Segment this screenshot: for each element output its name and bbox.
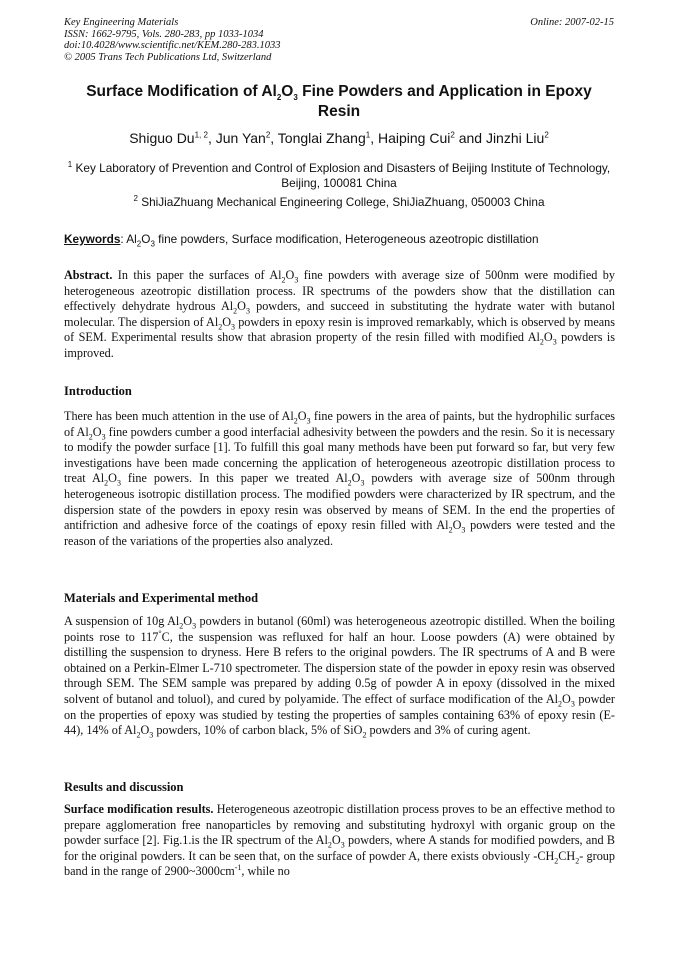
heading-results: Results and discussion	[64, 780, 184, 794]
affiliation-1: $^1$ Key Laboratory of Prevention and Control of Explosion and Disasters of Beijing Institute of Technology, Beijing, 100081 China	[67, 160, 611, 190]
heading-materials: Materials and Experimental method	[64, 591, 259, 605]
doi-line: doi:10.4028/www.scientific.net/KEM.280-283.1033	[64, 40, 281, 51]
keywords: Keywords: $Al_2O_3$ fine powders, Surface modification, Heterogeneous azeotropic distillation	[64, 232, 539, 249]
introduction-text: There has been much attention in the use of $Al_2O_3$ fine powers in the area of paints, but the hydrophilic surfaces of $Al_2O_3$ fine powders cumber a good interfacial adhesivity between the powders and the resin. So it is necessary to modify the powder surface [1]. To fulfill this goal many methods have been put forward so far, but very few investigations have been made concerning the application of heterogeneous azeotropic distillation process to treat $Al_2O_3$ fine powers. In this paper we treated $Al_2O_3$ powders with average size of 500nm through heterogeneous isotropic distillation process. The modified powders were characterized by IR spectrum, and the dispersion state of the powders in epoxy resin was observed by means of SEM. In the end the properties of antifriction and adhesive force of the coatings of epoxy resin filled with $Al_2O_3$ powders were tested and the reason of the variations of the properties also analyzed.	[64, 409, 615, 548]
journal-name: Key Engineering Materials	[64, 17, 179, 28]
materials-text: A suspension of 10g $Al_2O_3$ powders in butanol (60ml) was heterogeneous azeotropic distilled. When the boiling points rose to 117°C, the suspension was refluxed for half an hour. Loose powders (A) were obtained by distilling the suspension to dryness. Here B refers to the original powders. The IR spectrums of A and B were obtained on a Perkin-Elmer L-710 spectrometer. The dispersion state of the powder in epoxy resin was observed through SEM. The SEM sample was prepared by adding 0.5g of powder A in epoxy (dissolved in the mixed solvent of butanol and toluol), and cured by polyamide. The effect of surface modification of the $Al_2O_3$ powder on the properties of epoxy was studied by testing the properties of samples containing 63% of epoxy resin (E-44), 14% of $Al_2O_3$ powders, 10% of carbon black, 5% of SiO$_2$ powders and 3% of curing agent.	[64, 614, 615, 740]
heading-introduction: Introduction	[64, 384, 132, 398]
abstract: Abstract. In this paper the surfaces of $Al_2O_3$ fine powders with average size of 500nm were modified by heterogeneous azeotropic distillation process. IR spectrums of the powders show that the distillation can effectively dehydrate hydrous $Al_2O_3$ powders, and succeed in substituting the hydrate water with butanol molecular. The dispersion of $Al_2O_3$ powders in epoxy resin is improved remarkably, which is observed by means of SEM. Experimental results show that abrasion property of the resin filled with modified $Al_2O_3$ powders is improved.	[64, 268, 616, 360]
paper-title: Surface Modification of $Al_2O_3$ Fine Powders and Application in Epoxy Resin	[86, 83, 592, 120]
results-text: Surface modification results. Heterogeneous azeotropic distillation process proves to be an effective method to prepare agglomeration free nanoparticles by removing and substituting hydroxyl with organic group on the powder surface [2]. Fig.1.is the IR spectrum of the $Al_2O_3$ powders, where A stands for modified powders, and B for the original powders. It can be seen that, on the surface of powder A, there exists obviously $-CH_2CH_2-$ group band in the range of $2900\sim 3000cm^{-1}$, while no	[64, 802, 616, 879]
author-list: Shiguo Du$^{1, 2}$, Jun Yan$^2$, Tonglai Zhang$^1$, Haiping Cui$^2$ and Jinzhi Liu$^2$	[129, 130, 549, 146]
affiliation-2: $^2$ ShiJiaZhuang Mechanical Engineering College, ShiJiaZhuang, 050003 China	[133, 194, 545, 209]
copyright-line: © 2005 Trans Tech Publications Ltd, Switzerland	[64, 51, 272, 63]
journal-header	[64, 17, 281, 63]
issn-line: ISSN: 1662-9795, Vols. 280-283, pp 1033-1034	[64, 28, 264, 40]
online-date: Online: 2007-02-15	[530, 17, 614, 28]
